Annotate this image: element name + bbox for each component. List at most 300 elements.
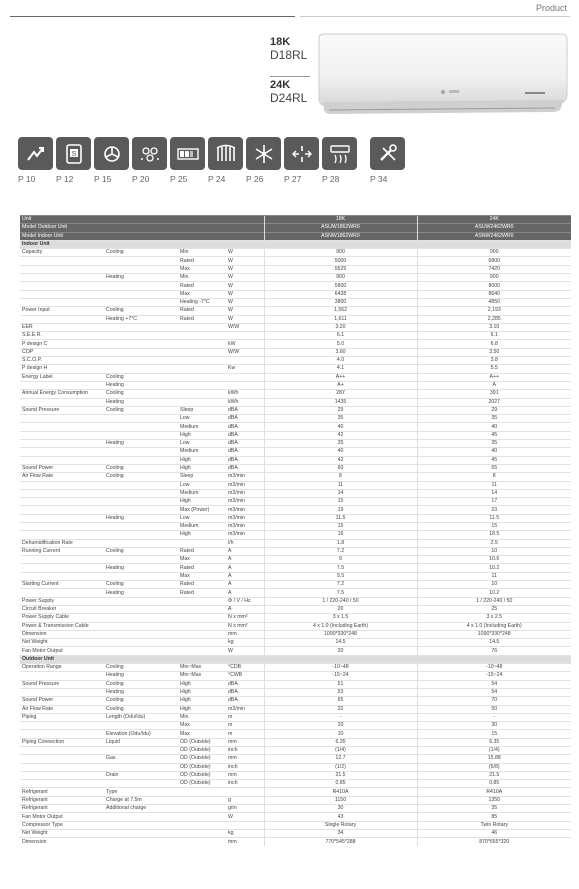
table-cell xyxy=(104,323,178,331)
table-cell: m3/min xyxy=(226,498,264,506)
table-cell: 6.1 xyxy=(264,332,417,340)
table-cell: 35 xyxy=(417,805,571,813)
table-cell xyxy=(226,821,264,829)
table-cell: 40 xyxy=(264,448,417,456)
header-cell xyxy=(178,216,226,224)
table-cell: Kw xyxy=(226,365,264,373)
header-cell: ASUW1862WR0 xyxy=(264,224,417,232)
table-cell: Heating xyxy=(104,514,178,522)
table-cell: 391 xyxy=(417,390,571,398)
feature-page-ref: P 24 xyxy=(208,174,226,184)
table-cell xyxy=(178,357,226,365)
table-cell xyxy=(178,348,226,356)
table-cell: 9 xyxy=(264,556,417,564)
table-cell: mm xyxy=(226,755,264,763)
table-cell: 42 xyxy=(264,431,417,439)
table-cell: Power Input xyxy=(20,307,104,315)
header-cell: Model Outdoor Unit xyxy=(20,224,104,232)
table-cell xyxy=(104,257,178,265)
heat-exchanger-icon xyxy=(246,137,281,170)
table-row xyxy=(20,340,571,348)
table-cell: Medium xyxy=(178,448,226,456)
feature-item[interactable] xyxy=(246,137,281,189)
table-cell: kg xyxy=(226,829,264,837)
table-cell xyxy=(104,522,178,530)
model-size: 24K xyxy=(270,79,291,91)
table-row xyxy=(20,605,571,613)
table-cell: 7.5 xyxy=(264,564,417,572)
table-cell: 8640 xyxy=(417,290,571,298)
table-cell: 3 x 2.5 xyxy=(417,614,571,622)
header-divider xyxy=(10,16,295,17)
table-cell: Annual Energy Consumption xyxy=(20,390,104,398)
table-cell: W xyxy=(226,257,264,265)
table-cell xyxy=(104,415,178,423)
model-size: 18K xyxy=(270,36,291,48)
table-cell xyxy=(104,539,178,547)
table-cell: 5525 xyxy=(264,265,417,273)
table-cell: 2.5 xyxy=(417,539,571,547)
table-cell: Energy Label xyxy=(20,373,104,381)
table-row xyxy=(20,672,571,680)
table-cell xyxy=(20,747,104,755)
table-row xyxy=(20,274,571,282)
table-cell xyxy=(104,614,178,622)
table-cell: 5000 xyxy=(264,257,417,265)
page-header xyxy=(0,0,579,30)
table-cell: 15 xyxy=(417,730,571,738)
table-cell: 70 xyxy=(417,697,571,705)
table-cell: Capacity xyxy=(20,249,104,257)
table-cell xyxy=(104,829,178,837)
table-row xyxy=(20,332,571,340)
table-cell: 7.2 xyxy=(264,581,417,589)
table-cell: 7420 xyxy=(417,265,571,273)
table-cell xyxy=(178,788,226,796)
table-row xyxy=(20,381,571,389)
table-cell xyxy=(20,398,104,406)
table-cell xyxy=(104,290,178,298)
table-cell: Rated xyxy=(178,564,226,572)
table-cell: Dimension xyxy=(20,838,104,846)
table-row xyxy=(20,705,571,713)
table-cell xyxy=(104,489,178,497)
feature-page-ref: P 25 xyxy=(170,174,188,184)
table-cell: -10~48 xyxy=(417,664,571,672)
table-cell: 34 xyxy=(264,829,417,837)
table-cell: Rated xyxy=(178,315,226,323)
table-cell: OD (Outside) xyxy=(178,755,226,763)
section-header-row xyxy=(20,240,571,248)
table-cell xyxy=(20,672,104,680)
table-cell xyxy=(178,805,226,813)
feature-page-ref: P 10 xyxy=(18,174,36,184)
table-cell: 19 xyxy=(264,506,417,514)
table-cell: Cooling xyxy=(104,406,178,414)
table-header-row xyxy=(20,224,571,232)
table-cell: R410A xyxy=(417,788,571,796)
feature-page-ref: P 15 xyxy=(94,174,112,184)
table-cell: dBA xyxy=(226,431,264,439)
table-cell: Cooling xyxy=(104,664,178,672)
table-cell: 1 / 220-240 / 50 xyxy=(264,597,417,605)
table-cell: Piping Connection xyxy=(20,738,104,746)
table-cell: Max xyxy=(178,290,226,298)
table-cell xyxy=(20,556,104,564)
table-cell: Rated xyxy=(178,547,226,555)
header-cell: Unit xyxy=(20,216,104,224)
table-cell: 30 xyxy=(264,805,417,813)
table-cell: 35 xyxy=(264,440,417,448)
table-cell: Max xyxy=(178,722,226,730)
table-cell: 1090*330*248 xyxy=(264,630,417,638)
table-row xyxy=(20,547,571,555)
table-cell: N x mm² xyxy=(226,614,264,622)
table-cell: Cooling xyxy=(104,705,178,713)
table-cell: Net Weight xyxy=(20,639,104,647)
table-cell xyxy=(178,829,226,837)
table-row xyxy=(20,456,571,464)
table-cell: 25 xyxy=(417,605,571,613)
table-row xyxy=(20,348,571,356)
table-cell: 11.5 xyxy=(264,514,417,522)
table-cell: dBA xyxy=(226,440,264,448)
section-title: Indoor Unit xyxy=(20,240,571,248)
feature-page-ref: P 34 xyxy=(370,174,388,184)
table-cell: Medium xyxy=(178,522,226,530)
table-cell xyxy=(20,531,104,539)
table-row xyxy=(20,398,571,406)
table-cell: mm xyxy=(226,630,264,638)
table-cell: High xyxy=(178,531,226,539)
table-cell xyxy=(20,522,104,530)
table-cell: W xyxy=(226,647,264,655)
table-cell: 3.10 xyxy=(417,323,571,331)
table-cell: S.C.O.P. xyxy=(20,357,104,365)
table-cell: 11 xyxy=(417,481,571,489)
table-cell: P design C xyxy=(20,340,104,348)
table-cell: Refrigerant xyxy=(20,796,104,804)
table-cell: Low xyxy=(178,440,226,448)
table-cell: l/h xyxy=(226,539,264,547)
table-cell: High xyxy=(178,464,226,472)
table-cell: 15.88 xyxy=(417,755,571,763)
table-cell: mm xyxy=(226,838,264,846)
feature-page-ref: P 12 xyxy=(56,174,74,184)
table-cell: Heating xyxy=(104,381,178,389)
table-cell: dBA xyxy=(226,406,264,414)
table-cell: Φ / V / Hz xyxy=(226,597,264,605)
header-cell xyxy=(178,232,226,240)
table-row xyxy=(20,829,571,837)
table-cell xyxy=(20,564,104,572)
table-row xyxy=(20,639,571,647)
table-cell: 1.8 xyxy=(264,539,417,547)
table-cell: Rated xyxy=(178,257,226,265)
table-cell xyxy=(178,597,226,605)
table-cell: Max xyxy=(178,572,226,580)
table-cell: Heating xyxy=(104,398,178,406)
table-cell xyxy=(104,498,178,506)
feature-item[interactable] xyxy=(170,137,205,189)
feature-item[interactable] xyxy=(18,137,53,189)
table-cell xyxy=(20,780,104,788)
table-row xyxy=(20,796,571,804)
feature-item[interactable] xyxy=(132,137,167,189)
table-cell: W xyxy=(226,290,264,298)
table-cell xyxy=(104,622,178,630)
table-cell: Medium xyxy=(178,423,226,431)
table-cell xyxy=(104,456,178,464)
table-cell: 16 xyxy=(264,531,417,539)
feature-item[interactable] xyxy=(322,137,357,189)
table-cell: dBA xyxy=(226,697,264,705)
table-cell xyxy=(178,332,226,340)
header-cell xyxy=(104,232,178,240)
table-cell: 3.20 xyxy=(264,323,417,331)
table-cell xyxy=(104,332,178,340)
table-row xyxy=(20,373,571,381)
table-cell: 20 xyxy=(264,722,417,730)
table-cell xyxy=(20,298,104,306)
table-row xyxy=(20,282,571,290)
table-cell xyxy=(20,415,104,423)
table-cell xyxy=(178,796,226,804)
feature-item[interactable] xyxy=(208,137,243,189)
table-cell xyxy=(178,539,226,547)
table-cell: Sound Pressure xyxy=(20,680,104,688)
svg-text:S: S xyxy=(71,150,76,158)
table-cell: 900 xyxy=(264,274,417,282)
table-cell: 29 xyxy=(417,406,571,414)
table-cell: 11 xyxy=(417,572,571,580)
table-cell: A xyxy=(226,572,264,580)
table-row xyxy=(20,257,571,265)
header-cell: 24K xyxy=(417,216,571,224)
table-row xyxy=(20,614,571,622)
table-row xyxy=(20,249,571,257)
table-cell: Refrigerant xyxy=(20,788,104,796)
table-cell: Min xyxy=(178,713,226,721)
table-row xyxy=(20,357,571,365)
table-cell: 32 xyxy=(264,705,417,713)
table-cell: Twin Rotary xyxy=(417,821,571,829)
table-cell xyxy=(104,821,178,829)
table-cell: Sound Power xyxy=(20,697,104,705)
table-cell xyxy=(104,481,178,489)
table-cell: Cooling xyxy=(104,390,178,398)
table-cell xyxy=(104,431,178,439)
table-cell: OD (Outside) xyxy=(178,738,226,746)
table-cell: m3/min xyxy=(226,705,264,713)
table-cell: 2027 xyxy=(417,398,571,406)
table-cell: 23 xyxy=(417,506,571,514)
header-cell: ASUW2462WR0 xyxy=(417,224,571,232)
table-cell: 6.1 xyxy=(417,332,571,340)
table-row xyxy=(20,323,571,331)
table-cell xyxy=(20,431,104,439)
airflow-icon xyxy=(322,137,357,170)
table-row xyxy=(20,589,571,597)
table-cell: High xyxy=(178,456,226,464)
table-cell: g xyxy=(226,796,264,804)
table-cell xyxy=(20,763,104,771)
energy-saving-icon xyxy=(18,137,53,170)
table-cell: A xyxy=(417,381,571,389)
table-cell: A xyxy=(226,547,264,555)
table-cell xyxy=(178,821,226,829)
table-cell: -15~24 xyxy=(417,672,571,680)
table-cell xyxy=(104,298,178,306)
table-cell: 30 xyxy=(417,722,571,730)
table-cell: W/W xyxy=(226,348,264,356)
section-title: Outdoor Unit xyxy=(20,655,571,663)
table-cell: 9.5 xyxy=(264,572,417,580)
table-cell: °CWB xyxy=(226,672,264,680)
table-cell: 900 xyxy=(264,249,417,257)
table-cell: 42 xyxy=(264,456,417,464)
table-row xyxy=(20,597,571,605)
table-cell: Medium xyxy=(178,489,226,497)
table-cell xyxy=(104,647,178,655)
table-cell: 10.6 xyxy=(417,556,571,564)
table-cell xyxy=(104,531,178,539)
table-cell: Max xyxy=(178,265,226,273)
table-cell: 6438 xyxy=(264,290,417,298)
table-cell xyxy=(20,282,104,290)
table-cell: Air Flow Rate xyxy=(20,473,104,481)
table-cell: Operation Range xyxy=(20,664,104,672)
table-cell: 900 xyxy=(417,274,571,282)
table-cell: °CDB xyxy=(226,664,264,672)
table-cell: Dehumidification Rate xyxy=(20,539,104,547)
table-cell xyxy=(20,755,104,763)
table-cell: 4 x 1.0 (Including Earth) xyxy=(264,622,417,630)
table-cell xyxy=(20,423,104,431)
table-cell: W xyxy=(226,274,264,282)
table-cell: A xyxy=(226,564,264,572)
table-header-row xyxy=(20,216,571,224)
table-row xyxy=(20,788,571,796)
table-cell: Drain xyxy=(104,771,178,779)
table-cell: Cooling xyxy=(104,581,178,589)
table-cell xyxy=(104,605,178,613)
table-cell: Charge at 7.5m xyxy=(104,796,178,804)
table-cell xyxy=(20,448,104,456)
table-cell: kWh xyxy=(226,398,264,406)
table-cell xyxy=(20,730,104,738)
table-cell: 14.5 xyxy=(264,639,417,647)
feature-item[interactable] xyxy=(284,137,319,189)
table-row xyxy=(20,747,571,755)
table-cell: Max xyxy=(178,556,226,564)
table-cell: Liquid xyxy=(104,738,178,746)
table-cell: 0.85 xyxy=(417,780,571,788)
table-cell: 53 xyxy=(264,688,417,696)
table-cell: 65 xyxy=(264,697,417,705)
smart-diagnosis-icon xyxy=(56,137,91,170)
table-cell xyxy=(104,813,178,821)
table-cell: 10 xyxy=(417,547,571,555)
table-cell: Power Supply Cable xyxy=(20,614,104,622)
table-cell: Cooling xyxy=(104,547,178,555)
table-row xyxy=(20,647,571,655)
table-cell xyxy=(104,838,178,846)
table-cell: 40 xyxy=(417,423,571,431)
feature-icon-row xyxy=(18,137,418,189)
table-row xyxy=(20,307,571,315)
table-cell: -10~48 xyxy=(264,664,417,672)
table-cell: High xyxy=(178,431,226,439)
table-cell: 17 xyxy=(417,498,571,506)
table-cell: Sleep xyxy=(178,473,226,481)
table-cell: 6.35 xyxy=(264,738,417,746)
table-cell xyxy=(178,605,226,613)
table-row xyxy=(20,780,571,788)
table-cell xyxy=(20,381,104,389)
table-cell: Net Weight xyxy=(20,829,104,837)
table-cell: W xyxy=(226,315,264,323)
table-cell: 21.5 xyxy=(417,771,571,779)
table-row xyxy=(20,730,571,738)
table-row xyxy=(20,556,571,564)
table-cell xyxy=(20,274,104,282)
model-24k xyxy=(270,79,307,105)
table-cell: EER xyxy=(20,323,104,331)
table-cell xyxy=(20,722,104,730)
table-cell: 3 x 1.5 xyxy=(264,614,417,622)
table-row xyxy=(20,622,571,630)
table-row xyxy=(20,522,571,530)
feature-item[interactable] xyxy=(370,137,405,189)
table-row xyxy=(20,664,571,672)
table-cell: dBA xyxy=(226,456,264,464)
table-cell: 20 xyxy=(264,605,417,613)
table-cell: kg xyxy=(226,639,264,647)
table-row xyxy=(20,298,571,306)
table-cell: 76 xyxy=(417,647,571,655)
feature-page-ref: P 20 xyxy=(132,174,150,184)
table-row xyxy=(20,581,571,589)
table-row xyxy=(20,390,571,398)
table-cell: 1 / 220-240 / 50 xyxy=(417,597,571,605)
table-cell: 870*655*320 xyxy=(417,838,571,846)
table-cell xyxy=(178,365,226,373)
table-cell xyxy=(20,456,104,464)
table-cell: dBA xyxy=(226,680,264,688)
installation-tools-icon xyxy=(370,137,405,170)
table-row xyxy=(20,539,571,547)
model-divider xyxy=(270,76,310,77)
feature-item[interactable] xyxy=(94,137,129,189)
table-cell: Fan Motor Output xyxy=(20,647,104,655)
table-cell: inch xyxy=(226,747,264,755)
air-conditioner-image xyxy=(315,32,571,120)
table-cell: W xyxy=(226,249,264,257)
table-cell: 4850 xyxy=(417,298,571,306)
feature-item[interactable] xyxy=(56,137,91,189)
table-cell: OD (Outside) xyxy=(178,771,226,779)
table-cell: 770*545*288 xyxy=(264,838,417,846)
table-row xyxy=(20,415,571,423)
table-cell: 2,193 xyxy=(417,307,571,315)
table-cell: 43 xyxy=(264,813,417,821)
table-cell: g/m xyxy=(226,805,264,813)
table-cell: Cooling xyxy=(104,249,178,257)
table-row xyxy=(20,821,571,829)
table-cell: dBA xyxy=(226,464,264,472)
table-cell: Additional charge xyxy=(104,805,178,813)
